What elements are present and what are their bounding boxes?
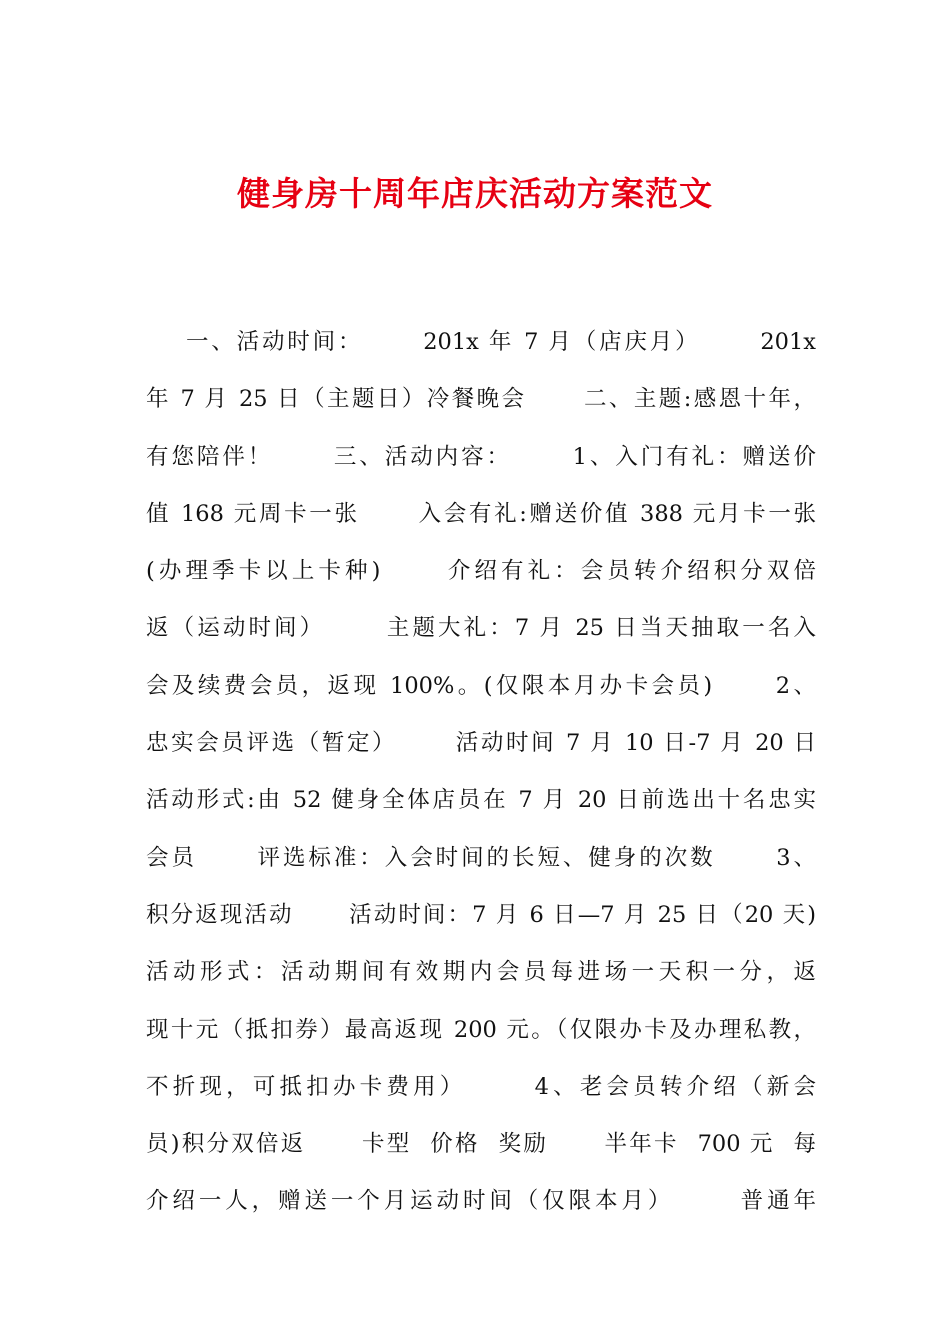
body-line: 现十元（抵扣券）最高返现 200 元。（仅限办卡及办理私教， — [146, 1016, 816, 1043]
body-line: 有您陪伴！ 三、活动内容： 1、入门有礼：赠送价 — [146, 443, 816, 470]
document-title: 健身房十周年店庆活动方案范文 — [237, 174, 713, 213]
body-line: (办理季卡以上卡种) 介绍有礼：会员转介绍积分双倍 — [146, 558, 816, 585]
body-line: 会员 评选标准：入会时间的长短、健身的次数 3、 — [146, 844, 816, 871]
document-body — [146, 314, 816, 1231]
body-line: 忠实会员评选（暂定） 活动时间 7 月 10 日-7 月 20 日 — [146, 730, 816, 757]
body-line: 年 7 月 25 日（主题日）冷餐晚会 二、主题:感恩十年， — [146, 386, 816, 413]
body-line: 返（运动时间） 主题大礼：7 月 25 日当天抽取一名入 — [146, 615, 816, 642]
body-line: 活动形式：活动期间有效期内会员每进场一天积一分，返 — [146, 959, 816, 986]
body-line: 一、活动时间： 201x 年 7 月（店庆月） 201x — [146, 329, 816, 355]
body-line: 值 168 元周卡一张 入会有礼:赠送价值 388 元月卡一张 — [146, 500, 816, 527]
body-line: 员)积分双倍返 卡型 价格 奖励 半年卡 700 元 每 — [146, 1131, 816, 1158]
body-line: 会及续费会员，返现 100%。(仅限本月办卡会员) 2、 — [146, 672, 816, 699]
body-line: 介绍一人，赠送一个月运动时间（仅限本月） 普通年 — [146, 1188, 816, 1215]
body-line: 不折现，可抵扣办卡费用） 4、老会员转介绍（新会 — [146, 1073, 816, 1100]
body-line: 积分返现活动 活动时间：7 月 6 日—7 月 25 日（20 天) — [146, 901, 816, 928]
body-line: 活动形式:由 52 健身全体店员在 7 月 20 日前选出十名忠实 — [146, 787, 816, 814]
